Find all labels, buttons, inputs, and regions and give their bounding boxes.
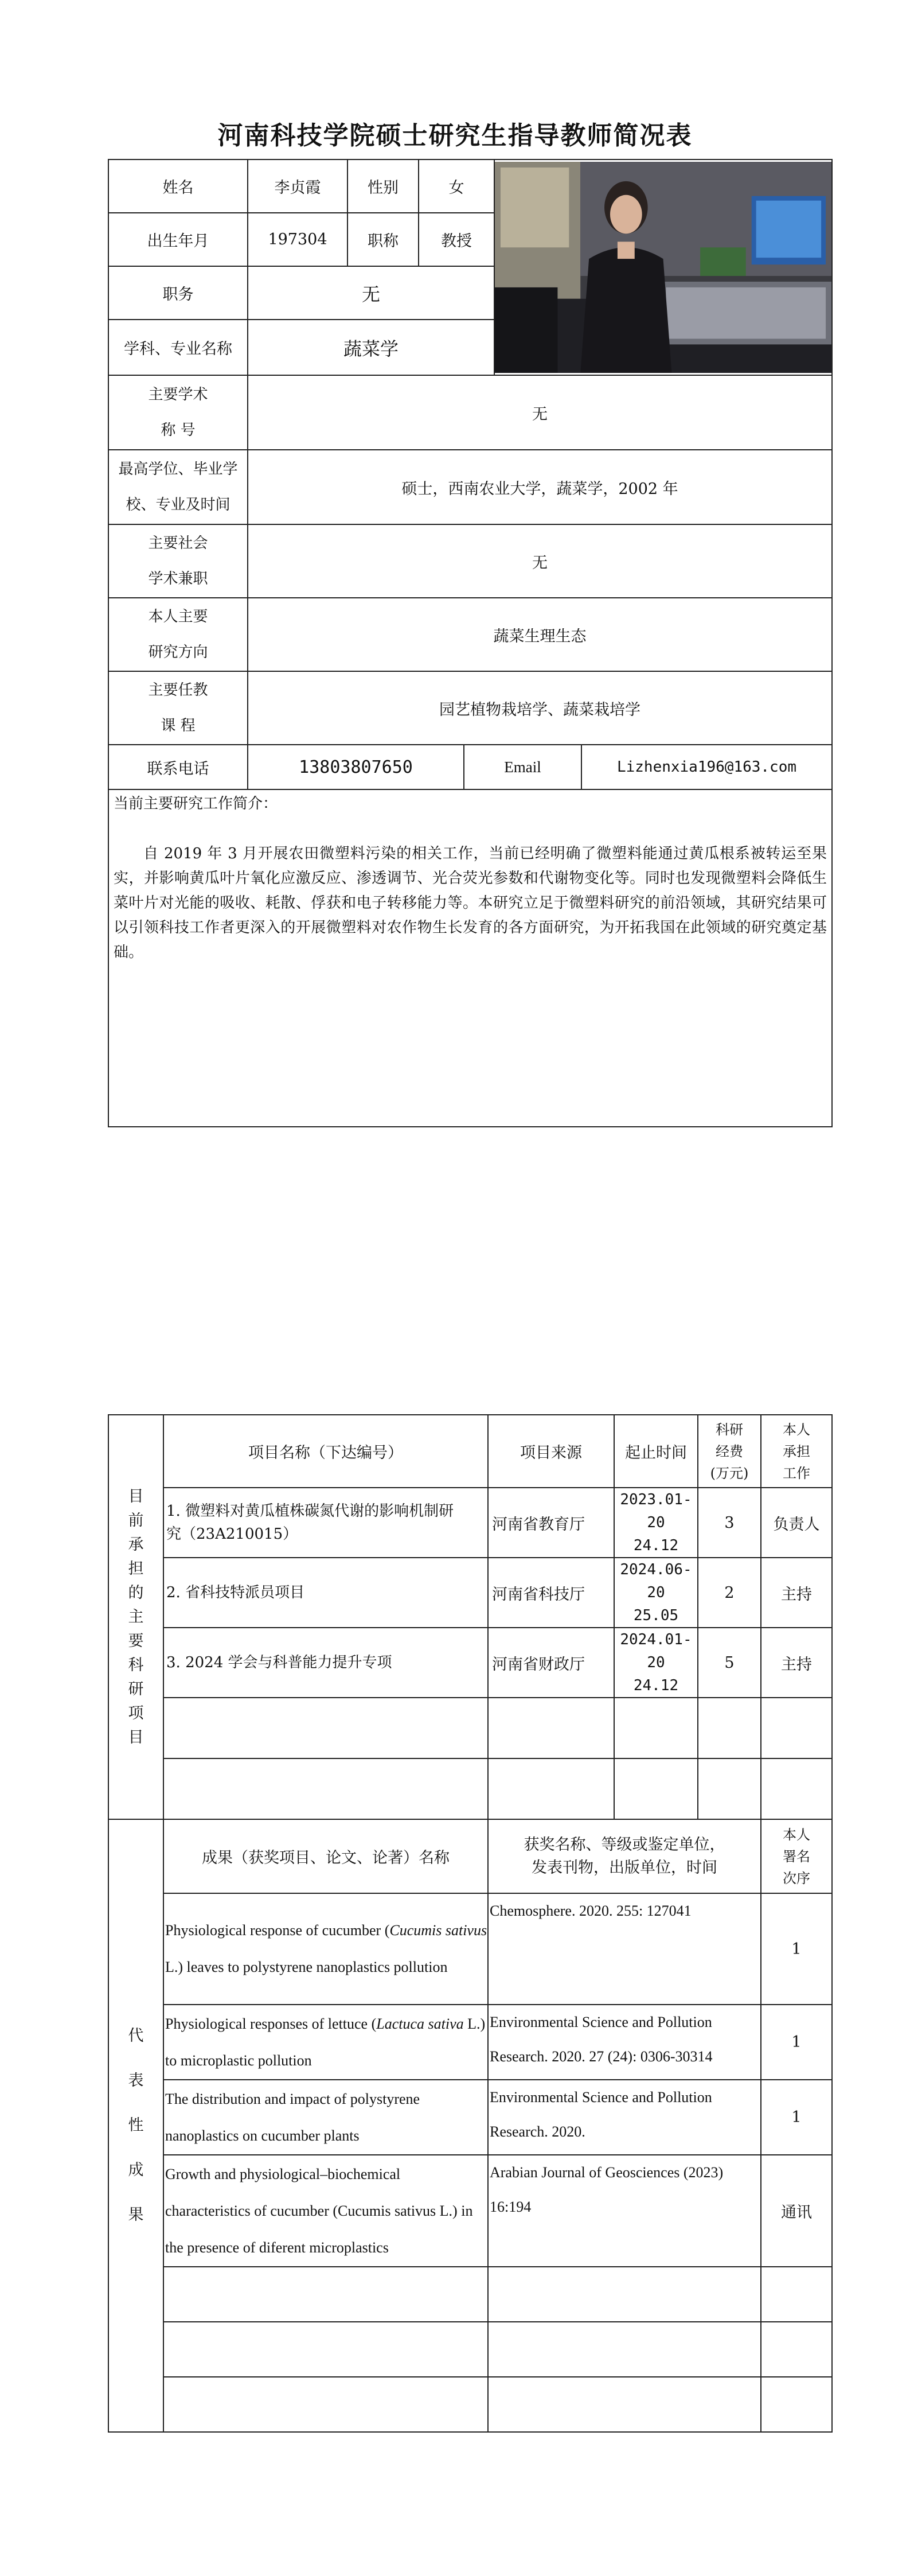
achievements-header-venue: 获奖名称、等级或鉴定单位， 发表刊物，出版单位，时间 — [488, 1819, 761, 1893]
position-label: 职务 — [108, 266, 248, 320]
project-row-period: 2024.06-20 25.05 — [614, 1558, 698, 1628]
achievement-row-title: The distribution and impact of polystyrene nanoplastics on cucumber plants — [163, 2080, 488, 2155]
achievement-row-venue: Chemosphere. 2020. 255: 127041 — [488, 1893, 761, 2005]
project-row-empty — [163, 1758, 488, 1819]
job-title-label: 职称 — [347, 213, 419, 266]
portrait-photo — [494, 159, 832, 375]
project-row-name: 1. 微塑料对黄瓜植株碳氮代谢的影响机制研 究（23A210015） — [163, 1488, 488, 1558]
project-row-role: 负责人 — [761, 1488, 832, 1558]
gender-value: 女 — [419, 159, 494, 213]
achievement-row-title: Physiological response of cucumber (Cucumis sativus L.) leaves to polystyrene nanoplastics pollution — [163, 1893, 488, 2005]
achievement-row-title: Physiological responses of lettuce (Lactuca sativa L.) to microplastic pollution — [163, 2005, 488, 2080]
achievement-row-order: 1 — [761, 1893, 832, 2005]
achievement-row-venue: Environmental Science and Pollution Research. 2020. 27 (24): 0306-30314 — [488, 2005, 761, 2080]
achievement-row-order: 1 — [761, 2080, 832, 2155]
portrait-photo-image — [495, 162, 831, 373]
achievements-header-order: 本人 署名 次序 — [761, 1819, 832, 1893]
academic-title-label: 主要学术 称 号 — [108, 375, 248, 450]
job-title-value: 教授 — [419, 213, 494, 266]
achievement-row-venue: Environmental Science and Pollution Research. 2020. — [488, 2080, 761, 2155]
name-label: 姓名 — [108, 159, 248, 213]
research-summary-title: 当前主要研究工作简介： — [114, 795, 278, 812]
degree-label: 最高学位、毕业学 校、专业及时间 — [108, 450, 248, 524]
email-value: Lizhenxia196@163.com — [581, 745, 832, 789]
project-row-empty — [163, 1698, 488, 1758]
project-row-funding: 2 — [698, 1558, 761, 1628]
achievement-row-empty — [163, 2267, 488, 2322]
phone-value: 13803807650 — [248, 745, 464, 789]
project-row-name: 2. 省科技特派员项目 — [163, 1558, 488, 1628]
research-summary — [108, 789, 832, 1127]
academic-title-value: 无 — [248, 375, 832, 450]
position-value: 无 — [248, 266, 494, 320]
achievement-row-title: Growth and physiological–biochemical characteristics of cucumber (Cucumis sativus L.) in the presence of diferent microplastics — [163, 2155, 488, 2267]
project-row-role: 主持 — [761, 1558, 832, 1628]
phone-label: 联系电话 — [108, 745, 248, 789]
courses-value: 园艺植物栽培学、蔬菜栽培学 — [248, 671, 832, 745]
birth-value: 197304 — [248, 213, 347, 266]
discipline-label: 学科、专业名称 — [108, 320, 248, 375]
research-summary-text: 自 2019 年 3 月开展农田微塑料污染的相关工作，当前已经明确了微塑料能通过黄瓜根系被转运至果实，并影响黄瓜叶片氧化应激反应、渗透调节、光合荧光参数和代谢物变化等。同时也发现微塑料会降低生菜叶片对光能的吸收、耗散、俘获和电子转移能力等。本研究立足于微塑料研究的前沿领域，其研究结果可以引领科技工作者更深入的开展微塑料对农作物生长发育的各方面研究，为开拓我国在此领域的研究奠定基础。 — [114, 845, 827, 961]
project-row-source: 河南省科技厅 — [488, 1558, 614, 1628]
projects-header-role: 本人 承担 工作 — [761, 1415, 832, 1488]
achievements-side-label: 代 表 性 成 果 — [108, 1819, 163, 2432]
achievement-row-empty — [163, 2322, 488, 2377]
document-title: 河南科技学院硕士研究生指导教师简况表 — [217, 121, 693, 150]
birth-label: 出生年月 — [108, 213, 248, 266]
gender-label: 性别 — [347, 159, 419, 213]
email-label: Email — [464, 745, 581, 789]
research-label: 本人主要 研究方向 — [108, 598, 248, 671]
achievement-row-empty — [163, 2377, 488, 2432]
projects-header-funding: 科研 经费 (万元) — [698, 1415, 761, 1488]
achievement-row-order: 通讯 — [761, 2155, 832, 2267]
social-value: 无 — [248, 524, 832, 598]
project-row-funding: 3 — [698, 1488, 761, 1558]
research-value: 蔬菜生理生态 — [248, 598, 832, 671]
name-value: 李贞霞 — [248, 159, 347, 213]
project-row-role: 主持 — [761, 1628, 832, 1698]
project-row-period: 2023.01-20 24.12 — [614, 1488, 698, 1558]
project-row-funding: 5 — [698, 1628, 761, 1698]
project-row-source: 河南省教育厅 — [488, 1488, 614, 1558]
project-row-source: 河南省财政厅 — [488, 1628, 614, 1698]
discipline-value: 蔬菜学 — [248, 320, 494, 375]
project-row-period: 2024.01-20 24.12 — [614, 1628, 698, 1698]
profile-table — [108, 159, 833, 1127]
achievement-row-venue: Arabian Journal of Geosciences (2023) 16:194 — [488, 2155, 761, 2267]
projects-side-label: 目 前 承 担 的 主 要 科 研 项 目 — [108, 1415, 163, 1819]
projects-header-period: 起止时间 — [614, 1415, 698, 1488]
social-label: 主要社会 学术兼职 — [108, 524, 248, 598]
degree-value: 硕士，西南农业大学，蔬菜学，2002 年 — [248, 450, 832, 524]
projects-achievements-table — [108, 1414, 833, 2433]
projects-header-source: 项目来源 — [488, 1415, 614, 1488]
achievements-header-name: 成果（获奖项目、论文、论著）名称 — [163, 1819, 488, 1893]
projects-header-name: 项目名称（下达编号） — [163, 1415, 488, 1488]
project-row-name: 3. 2024 学会与科普能力提升专项 — [163, 1628, 488, 1698]
courses-label: 主要任教 课 程 — [108, 671, 248, 745]
achievement-row-order: 1 — [761, 2005, 832, 2080]
